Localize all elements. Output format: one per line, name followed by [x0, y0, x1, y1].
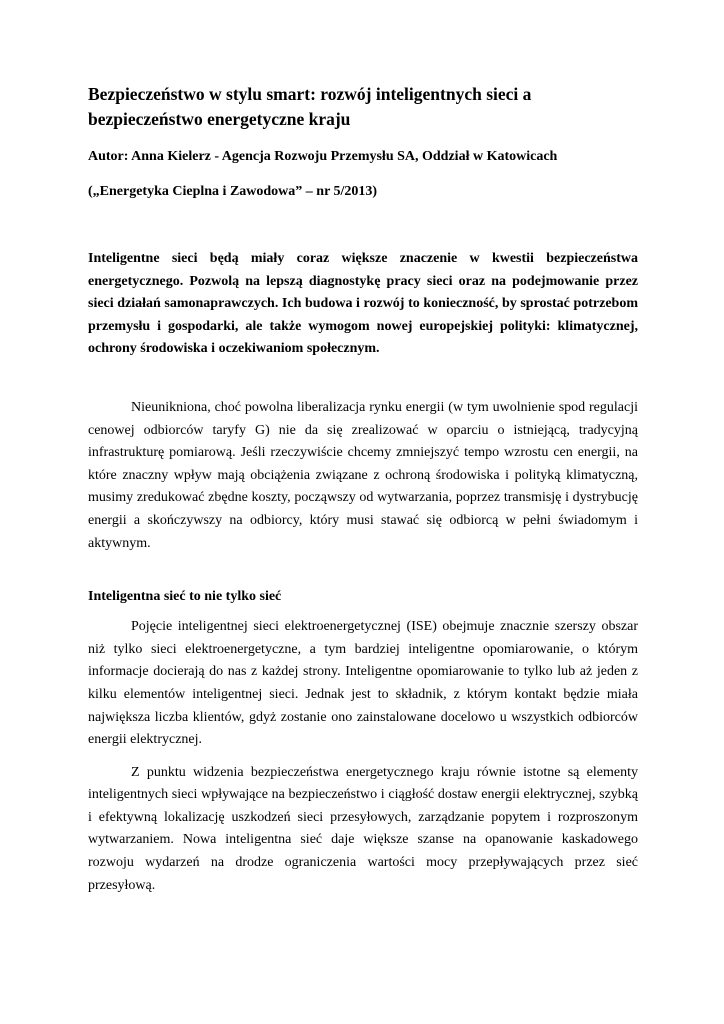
intro-paragraph: Nieunikniona, choć powolna liberalizacja rynku energii (w tym uwolnienie spod regulacji cenowej odbiorców taryfy G) nie da się zrealizować w oparciu o istniejącą, tradycyjną infrastrukturę pomiarową. Jeśli rzeczywiście chcemy zmniejszyć tempo wzrostu cen energii, na które znaczny wpływ mają obciążenia związane z ochroną środowiska i polityką klimatyczną, musimy zredukować zbędne koszty, począwszy od wytwarzania, poprzez transmisję i dystrybucję energii a skończywszy na odbiorcy, który musi stawać się odbiorcą w pełni świadomym i aktywnym. [88, 399, 638, 551]
article-source: („Energetyka Cieplna i Zawodowa” – nr 5/2013) [88, 184, 378, 199]
article-lead: Inteligentne sieci będą miały coraz większe znaczenie w kwestii bezpieczeństwa energetycznego. Pozwolą na lepszą diagnostykę pracy sieci oraz na podejmowanie przez sieci działań samonaprawczych. Ich budowa i rozwój to konieczność, by sprostać potrzebom przemysłu i gospodarki, ale także wymogom nowej europejskiej polityki: klimatycznej, ochrony środowiska i oczekiwaniom społecznym. [88, 251, 638, 357]
section-paragraph-1: Pojęcie inteligentnej sieci elektroenergetycznej (ISE) obejmuje znacznie szerszy obszar niż tylko sieci elektroenergetyczne, a tym bardziej inteligentne opomiarowanie, o którym informacje docierają do nas z każdej strony. Inteligentne opomiarowanie to tylko lub aż jeden z kilku elementów inteligentnej sieci. Jednak jest to składnik, z którym kontakt będzie miała największa liczba klientów, gdyż zostanie ono zainstalowane docelowo u wszystkich odbiorców energii elektrycznej. [88, 619, 638, 748]
article-author: Autor: Anna Kielerz - Agencja Rozwoju Przemysłu SA, Oddział w Katowicach [88, 149, 558, 164]
section-heading: Inteligentna sieć to nie tylko sieć [88, 589, 282, 605]
section-paragraph-2: Z punktu widzenia bezpieczeństwa energetycznego kraju równie istotne są elementy inteligentnych sieci wpływające na bezpieczeństwo i ciągłość dostaw energii elektrycznej, szybką i efektywną lokalizację uszkodzeń sieci przesyłowych, zarządzanie popytem i rozproszonym wytwarzaniem. Nowa inteligentna sieć daje większe szanse na opanowanie kaskadowego rozwoju wydarzeń na drodze ograniczenia wartości mocy przepływających przez sieć przesyłową. [88, 764, 638, 893]
article-title: Bezpieczeństwo w stylu smart: rozwój inteligentnych sieci a bezpieczeństwo energetyczne kraju [88, 84, 532, 129]
document-page [88, 82, 638, 897]
